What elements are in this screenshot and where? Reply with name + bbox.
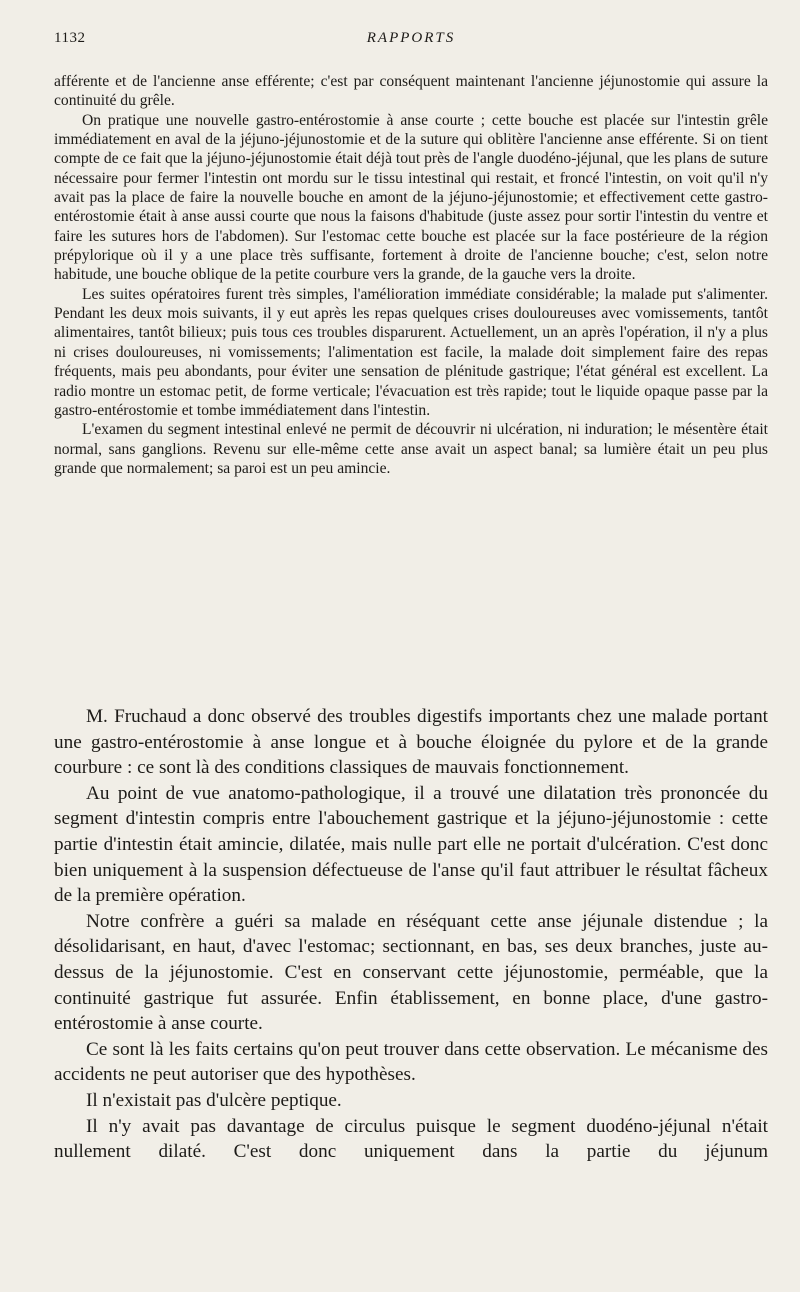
paragraph: afférente et de l'ancienne anse efférente; c'est par conséquent maintenant l'ancienne jéjunostomie qui assure la continuité du grêle. [54,73,768,110]
paragraph: Les suites opératoires furent très simples, l'amélioration immédiate considérable; la malade put s'alimenter. Pendant les deux mois suivants, il y eut après les repas quelques crises douloureuses avec vomissements, tantôt alimentaires, tantôt bilieux; puis tous ces troubles disparurent. Actuellement, un an après l'opération, il n'y a plus ni crises douloureuses, ni vomissements; l'alimentation est facile, la malade doit simplement faire des repas fréquents, mais peu abondants, pour éviter une sensation de plénitude gastrique; l'état général est excellent. La radio montre un estomac petit, de forme verticale; l'évacuation est très rapide; tout le liquide opaque passe par la gastro-entérostomie et tombe immédiatement dans l'intestin. [54,285,768,419]
page-number: 1132 [54,30,86,46]
commentary-section [54,704,768,1165]
paragraph: M. Fruchaud a donc observé des troubles digestifs importants chez une malade portant une gastro-entérostomie à anse longue et à bouche éloignée du pylore et de la grande courbure : ce sont là des conditions classiques de mauvais fonctionnement. [54,706,768,779]
paragraph: Il n'existait pas d'ulcère peptique. [86,1089,342,1111]
paragraph: Notre confrère a guéri sa malade en réséquant cette anse jéjunale distendue ; la désolidarisant, en haut, d'avec l'estomac; sectionnant, en bas, ses deux branches, juste au-dessus de la jéjunostomie. C'est en conservant cette jéjunostomie, perméable, que la continuité gastrique fut assurée. Enfin établissement, en bonne place, d'une gastro-entérostomie à anse courte. [54,910,768,1035]
paragraph: Il n'y avait pas davantage de circulus puisque le segment duodéno-jéjunal n'était nullement dilaté. C'est donc uniquement dans la partie du jéjunum [54,1115,768,1163]
paragraph: Au point de vue anatomo-pathologique, il a trouvé une dilatation très prononcée du segment d'intestin compris entre l'abouchement gastrique et la jéjuno-jéjunostomie : cette partie d'intestin était amincie, dilatée, mais nulle part elle ne portait d'ulcération. C'est donc bien uniquement à la suspension défectueuse de l'anse qu'il faut attribuer le résultat fâcheux de la première opération. [54,782,768,907]
paragraph: Ce sont là les faits certains qu'on peut trouver dans cette observation. Le mécanisme des accidents ne peut autoriser que des hypothèses. [54,1038,768,1086]
page-header [54,30,768,50]
paragraph: On pratique une nouvelle gastro-entérostomie à anse courte ; cette bouche est placée sur l'intestin grêle immédiatement en aval de la jéjuno-jéjunostomie et de la suture qui oblitère l'ancienne anse efférente. Si on tient compte de ce fait que la jéjuno-jéjunostomie était déjà tout près de l'angle duodéno-jéjunal, que les plans de suture nécessaire pour fermer l'intestin ont mordu sur le tissu intestinal qui restait, et froncé l'intestin, on voit qu'il n'y avait pas la place de faire la nouvelle bouche en amont de la jéjuno-jéjunostomie; et effectivement cette gastro-entérostomie était à anse aussi courte que nous la faisons d'habitude (juste assez pour sortir l'intestin du ventre et faire les sutures hors de l'abdomen). Sur l'estomac cette bouche est placée sur la face postérieure de la région prépylorique où il y a une place très suffisante, fortement à droite de l'ancienne bouche; c'est, selon notre habitude, une bouche oblique de la petite courbure vers la grande, de la gauche vers la droite. [54,111,768,284]
paragraph: L'examen du segment intestinal enlevé ne permit de découvrir ni ulcération, ni induration; le mésentère était normal, sans ganglions. Revenu sur elle-même cette anse avait un aspect banal; sa lumière était un peu plus grande que normalement; sa paroi est un peu amincie. [54,421,768,477]
running-title: RAPPORTS [366,30,456,46]
case-report-section [54,72,768,478]
